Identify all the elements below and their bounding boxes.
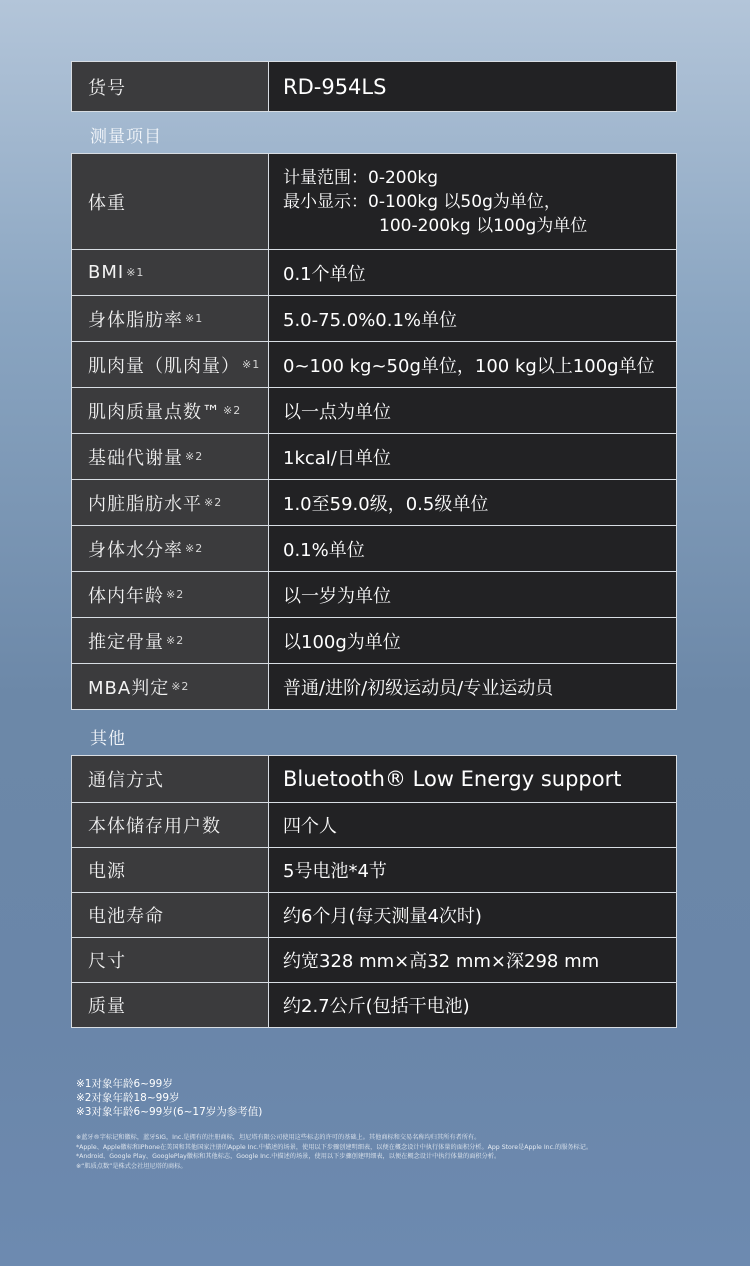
weight-min-display-cont: 100-200kg 以100g为单位: [379, 215, 588, 236]
table-row: [72, 249, 676, 295]
table-row: [72, 433, 676, 479]
row-label: 电源: [72, 848, 269, 892]
table-row: [72, 341, 676, 387]
legal-line: ※蓝牙®字标记和徽标，蓝牙SIG，Inc.是拥有的注册商标，坦尼塔有限公司使用这些标志的许可的基础上。其他商标和交易名称均归其所有者所有。: [76, 1134, 481, 1141]
weight-label: 体重: [72, 154, 269, 249]
table-row: [72, 847, 676, 892]
weight-row: [72, 154, 676, 249]
legal-line: *Android、Google Play、GooglePlay徽标和其他标志，Google Inc.中描述的场景，使用以下步骤创建明细表，以便在概念设计中执行体量的面积分析。: [76, 1153, 501, 1160]
row-label: 肌肉质量点数™ ※2: [72, 388, 269, 433]
table-row: [72, 295, 676, 341]
weight-range: 计量范围：0-200kg: [283, 167, 439, 188]
other-table: [71, 755, 677, 1028]
table-row: [72, 387, 676, 433]
footnote: ※2对象年龄18~99岁: [76, 1092, 180, 1104]
table-row: [72, 663, 676, 709]
row-value: 5号电池*4节: [269, 848, 676, 892]
row-label: BMI ※1: [72, 250, 269, 295]
product-number-label: 货号: [72, 62, 269, 111]
table-row: [72, 617, 676, 663]
product-number-value: RD-954LS: [269, 62, 676, 111]
measurement-table: [71, 153, 677, 710]
row-value: 以一点为单位: [269, 388, 676, 433]
legal-notice: [76, 1133, 726, 1171]
weight-min-display: 最小显示：0-100kg 以50g为单位，: [283, 191, 561, 212]
row-label: 本体储存用户数: [72, 803, 269, 847]
row-label: 尺寸: [72, 938, 269, 982]
row-value: 1kcal/日单位: [269, 434, 676, 479]
row-label: 电池寿命: [72, 893, 269, 937]
product-number-row: [72, 62, 676, 111]
table-row: [72, 982, 676, 1027]
row-label: 通信方式: [72, 756, 269, 802]
row-value: 5.0-75.0%0.1%单位: [269, 296, 676, 341]
footnote: ※3对象年龄6~99岁(6~17岁为参考值): [76, 1106, 263, 1118]
row-value: 以一岁为单位: [269, 572, 676, 617]
row-label: 基础代谢量 ※2: [72, 434, 269, 479]
row-label: 质量: [72, 983, 269, 1027]
table-row: [72, 937, 676, 982]
measurement-section-title: 测量项目: [90, 127, 162, 147]
product-number-table: [71, 61, 677, 112]
table-row: [72, 756, 676, 802]
row-value: 0.1个单位: [269, 250, 676, 295]
row-value: Bluetooth® Low Energy support: [269, 756, 676, 802]
row-value: 约宽328 mm×高32 mm×深298 mm: [269, 938, 676, 982]
row-value: 0~100 kg~50g单位，100 kg以上100g单位: [269, 342, 676, 387]
table-row: [72, 802, 676, 847]
other-section-title: 其他: [90, 729, 126, 749]
row-value: 约6个月(每天测量4次时): [269, 893, 676, 937]
row-label: 身体水分率 ※2: [72, 526, 269, 571]
row-label: 体内年龄 ※2: [72, 572, 269, 617]
table-row: [72, 479, 676, 525]
footnote: ※1对象年龄6~99岁: [76, 1078, 173, 1090]
row-label: 内脏脂肪水平 ※2: [72, 480, 269, 525]
weight-value: [269, 154, 676, 249]
legal-line: ※“肌质点数”是株式会社坦尼塔的商标。: [76, 1162, 187, 1170]
row-label: 推定骨量 ※2: [72, 618, 269, 663]
row-value: 约2.7公斤(包括干电池): [269, 983, 676, 1027]
table-row: [72, 571, 676, 617]
table-row: [72, 892, 676, 937]
row-label: 肌肉量（肌肉量） ※1: [72, 342, 269, 387]
legal-line: *Apple、Apple徽标和iPhone在美国和其他国家注册的Apple Inc.中描述的场景，使用以下步骤创建明细表，以便在概念设计中执行体量的面积分析。App Store是Apple Inc.的服务标记。: [76, 1143, 593, 1151]
table-row: [72, 525, 676, 571]
row-value: 普通/进阶/初级运动员/专业运动员: [269, 664, 676, 709]
row-value: 以100g为单位: [269, 618, 676, 663]
row-label: MBA判定 ※2: [72, 664, 269, 709]
row-label: 身体脂肪率 ※1: [72, 296, 269, 341]
footnotes: [76, 1077, 262, 1119]
row-value: 1.0至59.0级，0.5级单位: [269, 480, 676, 525]
row-value: 0.1%单位: [269, 526, 676, 571]
row-value: 四个人: [269, 803, 676, 847]
